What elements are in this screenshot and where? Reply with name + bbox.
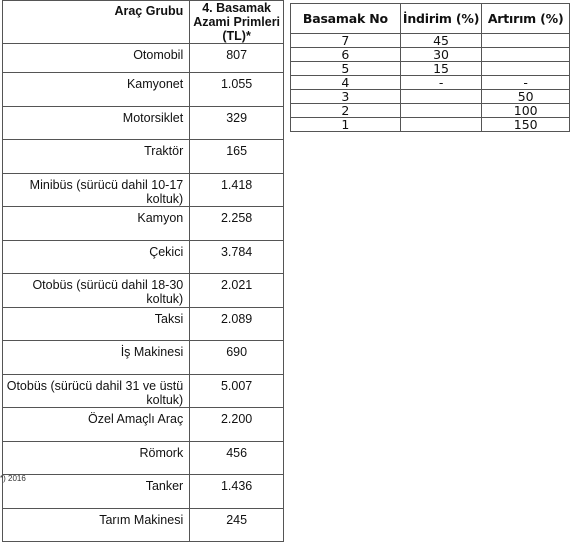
table-row	[3, 274, 284, 308]
vehicle-group-cell: Özel Amaçlı Araç	[3, 408, 190, 442]
footnote: *) 2016	[0, 474, 26, 483]
premium-table-header-row	[3, 1, 284, 44]
step-rate-header-row	[291, 4, 570, 34]
step-rate-table	[290, 3, 570, 132]
table-row	[3, 106, 284, 140]
table-row	[3, 508, 284, 542]
vehicle-group-cell: Minibüs (sürücü dahil 10-17 koltuk)	[3, 173, 190, 207]
vehicle-group-cell: Otobüs (sürücü dahil 18-30 koltuk)	[3, 274, 190, 308]
max-premium-cell: 2.089	[190, 307, 284, 341]
table-row	[291, 90, 570, 104]
vehicle-group-cell: Kamyonet	[3, 73, 190, 107]
table-row	[3, 44, 284, 73]
table-row	[3, 173, 284, 207]
header-max-premium	[190, 1, 284, 44]
increase-cell	[482, 48, 570, 62]
increase-cell: 50	[482, 90, 570, 104]
step-no-cell: 2	[291, 104, 401, 118]
table-row	[3, 240, 284, 274]
discount-cell: -	[400, 76, 482, 90]
max-premium-cell: 2.021	[190, 274, 284, 308]
discount-cell	[400, 118, 482, 132]
table-row	[291, 76, 570, 90]
increase-cell	[482, 34, 570, 48]
header-vehicle-group: Araç Grubu	[3, 1, 190, 44]
discount-cell	[400, 90, 482, 104]
max-premium-cell: 3.784	[190, 240, 284, 274]
increase-cell: 150	[482, 118, 570, 132]
max-premium-cell: 329	[190, 106, 284, 140]
vehicle-group-cell: Tanker	[3, 475, 190, 509]
vehicle-group-cell: Traktör	[3, 140, 190, 174]
table-row	[291, 34, 570, 48]
discount-cell: 30	[400, 48, 482, 62]
max-premium-cell: 2.258	[190, 207, 284, 241]
table-row	[3, 374, 284, 408]
increase-cell: 100	[482, 104, 570, 118]
increase-cell: -	[482, 76, 570, 90]
step-no-cell: 3	[291, 90, 401, 104]
table-row	[291, 62, 570, 76]
step-no-cell: 6	[291, 48, 401, 62]
vehicle-group-cell: İş Makinesi	[3, 341, 190, 375]
vehicle-group-cell: Otobüs (sürücü dahil 31 ve üstü koltuk)	[3, 374, 190, 408]
vehicle-group-cell: Çekici	[3, 240, 190, 274]
table-row	[3, 441, 284, 475]
max-premium-cell: 1.055	[190, 73, 284, 107]
vehicle-group-cell: Motorsiklet	[3, 106, 190, 140]
table-row	[291, 48, 570, 62]
table-row	[3, 307, 284, 341]
max-premium-cell: 245	[190, 508, 284, 542]
increase-cell	[482, 62, 570, 76]
max-premium-cell: 1.418	[190, 173, 284, 207]
max-premium-cell: 5.007	[190, 374, 284, 408]
premium-table	[2, 0, 284, 542]
header-increase: Artırım (%)	[482, 4, 570, 34]
step-no-cell: 5	[291, 62, 401, 76]
discount-cell: 15	[400, 62, 482, 76]
table-row	[3, 408, 284, 442]
header-step-no: Basamak No	[291, 4, 401, 34]
max-premium-cell: 2.200	[190, 408, 284, 442]
max-premium-cell: 165	[190, 140, 284, 174]
discount-cell	[400, 104, 482, 118]
step-no-cell: 7	[291, 34, 401, 48]
table-row	[3, 341, 284, 375]
table-row	[3, 207, 284, 241]
max-premium-cell: 690	[190, 341, 284, 375]
discount-cell: 45	[400, 34, 482, 48]
header-discount: İndirim (%)	[400, 4, 482, 34]
table-row	[291, 104, 570, 118]
vehicle-group-cell: Tarım Makinesi	[3, 508, 190, 542]
step-no-cell: 1	[291, 118, 401, 132]
max-premium-cell: 456	[190, 441, 284, 475]
vehicle-group-cell: Römork	[3, 441, 190, 475]
header-max-premium-line1: 4. Basamak	[202, 1, 272, 15]
header-max-premium-line2: Azami Primleri (TL)*	[193, 15, 281, 43]
max-premium-cell: 1.436	[190, 475, 284, 509]
table-row	[3, 73, 284, 107]
vehicle-group-cell: Otomobil	[3, 44, 190, 73]
vehicle-group-cell: Kamyon	[3, 207, 190, 241]
step-no-cell: 4	[291, 76, 401, 90]
max-premium-cell: 807	[190, 44, 284, 73]
vehicle-group-cell: Taksi	[3, 307, 190, 341]
table-row	[291, 118, 570, 132]
table-row	[3, 475, 284, 509]
table-row	[3, 140, 284, 174]
